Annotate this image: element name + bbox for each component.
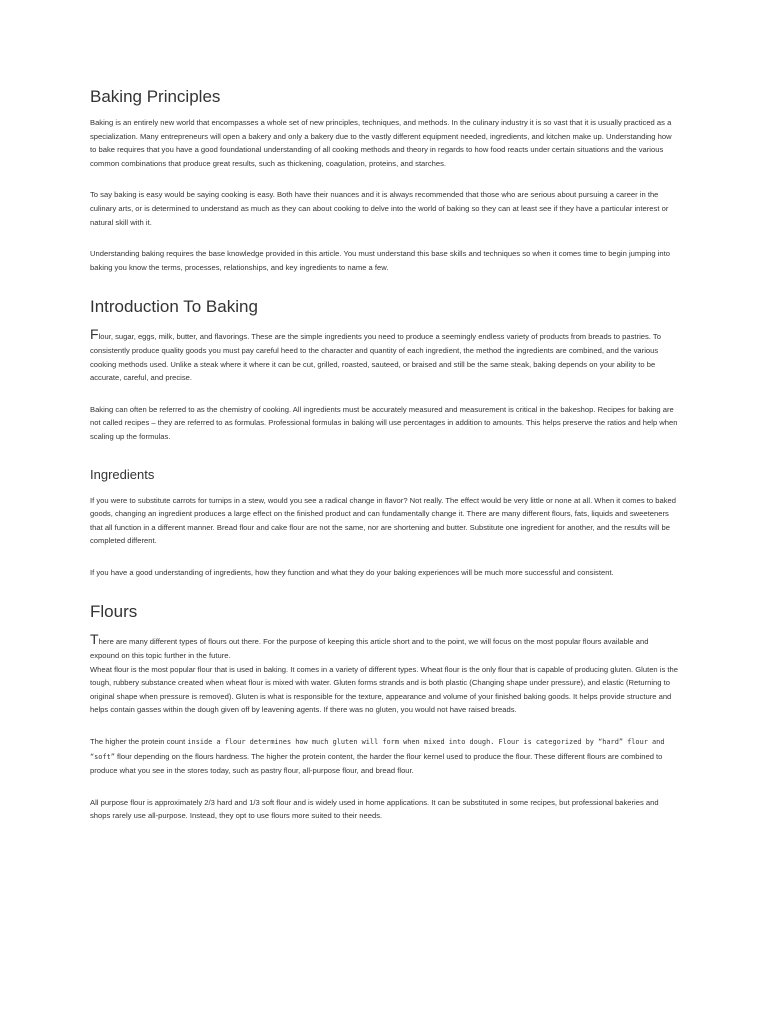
paragraph-mixed (90, 735, 678, 778)
paragraph-gap (90, 229, 678, 247)
paragraph-text-emphasis: inside a flour determines how much gluten will form when mixed into dough. Flour is categorized by “hard” flour and “soft” (90, 738, 665, 761)
dropcap-letter: T (90, 631, 99, 648)
section-heading-flours: Flours (90, 602, 138, 622)
paragraph-with-dropcap (90, 632, 678, 662)
dropcap-letter: F (90, 326, 99, 343)
paragraph: Baking is an entirely new world that encompasses a whole set of new principles, techniques, and methods. In the culinary industry it is so vast that it is usually practiced as a specialization. Many entrepreneurs will open a bakery and only a bakery due to the vastly different equipment needed, ingredients, and kitchen make up. Understanding how to bake requires that you have a good foundational understanding of all cooking methods and theory in regards to how food reacts under certain situations and the various common combinations that produce great results, such as thickening, coagulation, proteins, and starches. (90, 118, 672, 168)
paragraph-text: flour depending on the flours hardness. The higher the protein content, the harder the flour kernel used to produce the flour. These different flours are combined to produce what you see in the stores today, such as pastry flour, all-purpose flour, and bread flour. (90, 751, 663, 776)
page-title: Baking Principles (90, 87, 221, 106)
paragraph-gap (90, 717, 678, 735)
paragraph-text: lour, sugar, eggs, milk, butter, and flavorings. These are the simple ingredients you need to produce a seemingly endless variety of products from breads to pastries. To consistently produce quality goods you must pay careful heed to the character and quantity of each ingredient, the method the ingredients are combined, and the various cooking methods used. Unlike a steak where it where it can be cut, grilled, roasted, sauteed, or braised and still be the same steak, baking depends on your ability to be accurate, careful, and precise. (90, 332, 661, 383)
paragraph-with-dropcap (90, 327, 678, 384)
paragraph: If you were to substitute carrots for turnips in a stew, would you see a radical change in flavor? Not really. The effect would be very little or none at all. When it comes to baked goods, changing an ingredient produces a large effect on the finished product and can fundamentally change it. There are many different flours, fats, liquids and sweeteners that all function in a different manner. Bread flour and cake flour are not the same, nor are shortening and butter. Substitute one ingredient for another, and the results will be completed different. (90, 495, 676, 546)
paragraph-text: The higher the protein count (90, 737, 188, 747)
paragraph: All purpose flour is approximately 2/3 hard and 1/3 soft flour and is widely used in home applications. It can be substituted in some recipes, but professional bakeries and shops rarely use all-purpose. Instead, they opt to use flours more suited to their needs. (90, 797, 659, 821)
paragraph: Understanding baking requires the base knowledge provided in this article. You must understand this base skills and techniques so when it comes time to begin jumping into baking you know the terms, processes, relationships, and key ingredients to name a few. (90, 249, 671, 272)
paragraph-gap (90, 170, 678, 188)
paragraph-text: here are many different types of flours out there. For the purpose of keeping this article short and to the point, we will focus on the most popular flours available and expound on this topic further in the future. (90, 637, 649, 661)
paragraph: If you have a good understanding of ingredients, how they function and what they do your baking experiences will be much more successful and consistent. (90, 567, 614, 577)
document-content (90, 86, 678, 823)
paragraph: To say baking is easy would be saying cooking is easy. Both have their nuances and it is always recommended that those who are serious about pursuing a career in the culinary arts, or is determined to understand as much as they can about cooking to delve into the world of baking so they can at least see if they have a particular interest or natural skill with it. (90, 190, 669, 227)
section-heading-introduction: Introduction To Baking (90, 297, 258, 317)
paragraph: Baking can often be referred to as the chemistry of cooking. All ingredients must be accurately measured and measurement is critical in the bakeshop. Recipes for baking are not called recipes – they are referred to as formulas. Professional formulas in baking will use percentages in addition to amounts. This helps preserve the ratios and help when scaling up the formulas. (90, 404, 678, 441)
paragraph-gap (90, 778, 678, 796)
paragraph-gap (90, 548, 678, 566)
paragraph: Wheat flour is the most popular flour that is used in baking. It comes in a variety of different types. Wheat flour is the only flour that is capable of producing gluten. Gluten is the tough, rubbery substance created when wheat flour is mixed with water. Gluten forms strands and is both plastic (Changing shape under pressure), and elastic (Returning to original shape when pressure is removed). Gluten is what is responsible for the texture, appearance and volume of your finished baking goods. It helps provide structure and helps contain gasses within the dough given off by leavening agents. If there was no gluten, you would not have raised breads. (90, 664, 678, 715)
paragraph-gap (90, 385, 678, 403)
section-heading-ingredients: Ingredients (90, 466, 155, 482)
